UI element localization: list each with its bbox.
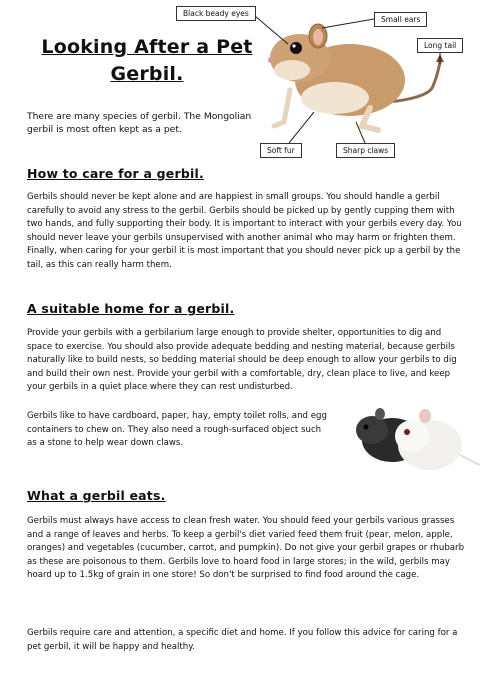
intro-text: There are many species of gerbil. The Mongolian gerbil is most often kept as a pet. — [27, 111, 252, 135]
two-gerbils-illustration — [356, 408, 480, 470]
eats-heading: What a gerbil eats. — [27, 488, 166, 503]
gerbil-front-leg — [274, 90, 290, 126]
callout-claws: Sharp claws — [336, 143, 395, 158]
callout-fur: Soft fur — [260, 143, 302, 158]
callout-tail: Long tail — [417, 38, 463, 53]
callout-eyes: Black beady eyes — [176, 6, 256, 21]
care-text: Gerbils should never be kept alone and are happiest in small groups. You should handle a gerbil carefully to avoid any stress to the gerbil. Gerbils should be picked up by gently cupping them with two hands, and fully supporting their body. It is important to interact with your gerbils every day. You should never leave your gerbils unsupervised with another animal who may harm or frighten them. Finally, when caring for your gerbil it is most important that you should never pick up a gerbil by the tail, as this can really harm them. — [27, 192, 462, 270]
gerbil-cheek — [274, 60, 310, 80]
title-line-2: Gerbil. — [110, 63, 184, 85]
home-heading: A suitable home for a gerbil. — [27, 301, 235, 316]
home-text-2: Gerbils like to have cardboard, paper, hay, empty toilet rolls, and egg containers to chew on. They also need a rough-surfaced object such as a stone to help wear down claws. — [27, 411, 327, 448]
eats-text: Gerbils must always have access to clean fresh water. You should feed your gerbils various grasses and a range of leaves and herbs. To keep a gerbil's diet varied feed them fruit (pear, melon, apple, oranges) and vegetables (cucumber, carrot, and pumpkin). Do not give your gerbil grapes or rhubarb as these are poisonous to them. Gerbils love to hoard food in large stores; in the wild, gerbils may hoard up to 1.5kg of grain in one store! So don't be surprised to find food around the cage. — [27, 516, 465, 580]
gerbil-eye — [290, 42, 302, 54]
callout-ears: Small ears — [374, 12, 427, 27]
gerbil-belly — [301, 82, 369, 114]
care-heading: How to care for a gerbil. — [27, 166, 204, 181]
conclusion-text: Gerbils require care and attention, a specific diet and home. If you follow this advice for caring for a pet gerbil, it will be happy and healthy. — [27, 628, 458, 652]
home-text-1: Provide your gerbils with a gerbilarium large enough to provide shelter, opportunities to dig and space to exercise. You should also provide adequate bedding and nesting material, because gerbils naturally like to build nests, so bedding material should be deep enough to allow your gerbils to dig and build their own nest. Provide your gerbil with a comfortable, dry, clean place to live, and keep your gerbils in a quiet place where they can rest undisturbed. — [27, 328, 457, 392]
title-line-1: Looking After a Pet — [41, 36, 253, 58]
